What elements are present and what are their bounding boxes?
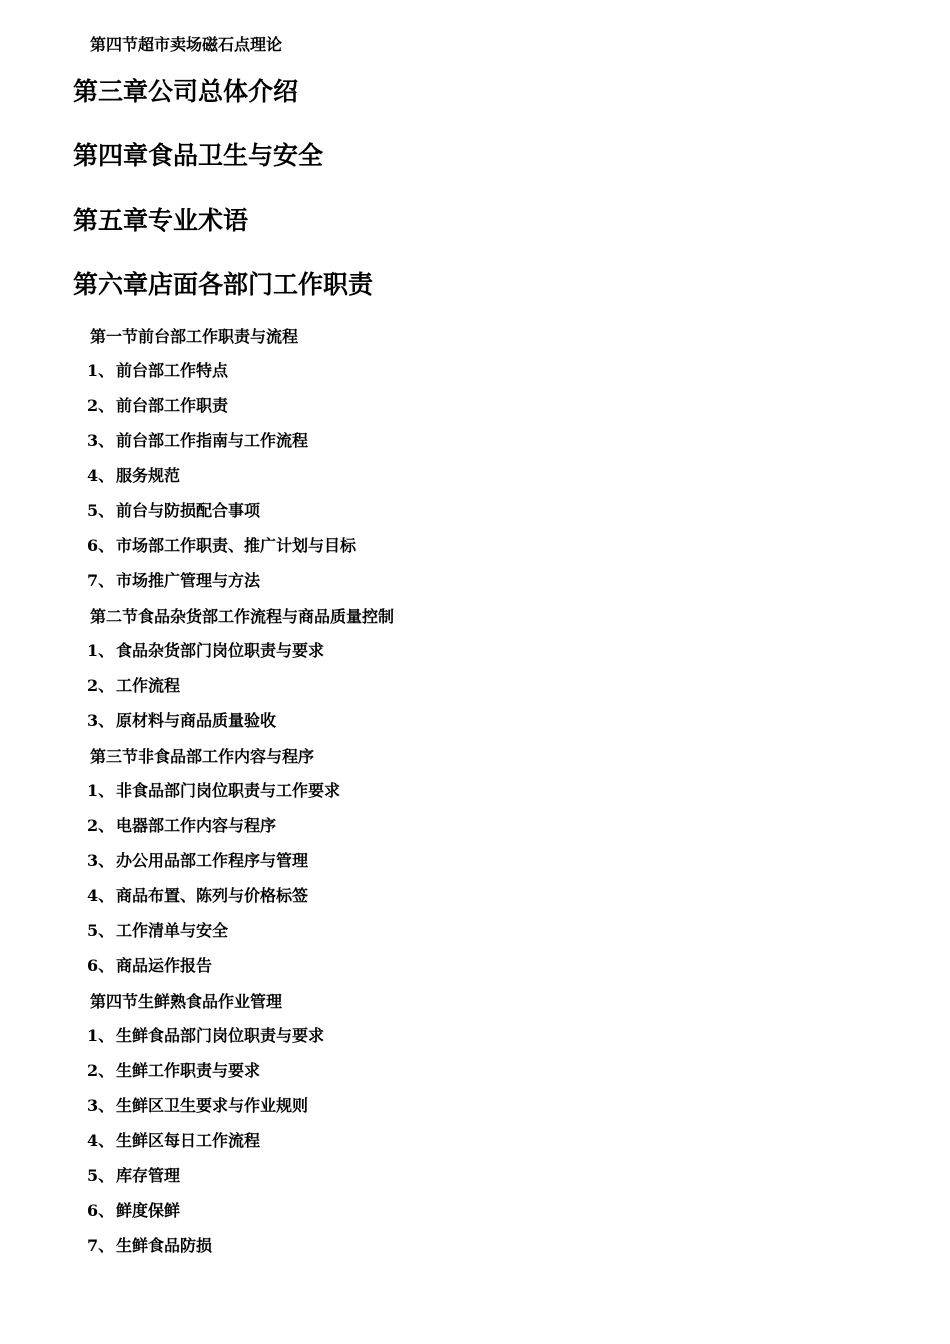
item-text: 生鲜工作职责与要求: [116, 1061, 261, 1080]
toc-item: [87, 1061, 260, 1081]
item-text: 工作清单与安全: [116, 921, 229, 940]
item-text: 前台部工作指南与工作流程: [116, 431, 309, 450]
item-text: 原材料与商品质量验收: [116, 711, 277, 730]
toc-item: [87, 361, 228, 381]
item-number: 1、: [87, 641, 115, 660]
item-text: 电器部工作内容与程序: [116, 816, 277, 835]
toc-item: [87, 956, 212, 976]
toc-item: [87, 921, 228, 941]
toc-section-6-1: 第一节前台部工作职责与流程: [90, 327, 299, 346]
item-number: 1、: [87, 781, 115, 800]
item-number: 6、: [87, 956, 115, 975]
item-number: 3、: [87, 711, 115, 730]
item-number: 6、: [87, 1201, 115, 1220]
item-number: 5、: [87, 921, 115, 940]
item-number: 4、: [87, 1131, 115, 1150]
item-number: 7、: [87, 571, 115, 590]
toc-item: [87, 676, 180, 696]
item-text: 生鲜食品部门岗位职责与要求: [116, 1026, 325, 1045]
item-number: 3、: [87, 1096, 115, 1115]
item-text: 食品杂货部门岗位职责与要求: [116, 641, 325, 660]
toc-item: [87, 1166, 180, 1186]
item-text: 市场部工作职责、推广计划与目标: [116, 536, 357, 555]
item-text: 工作流程: [116, 676, 181, 695]
toc-item: [87, 781, 340, 801]
item-text: 服务规范: [116, 466, 181, 485]
toc-item: [87, 816, 276, 836]
item-text: 市场推广管理与方法: [116, 571, 261, 590]
toc-chapter-6: 第六章店面各部门工作职责: [73, 270, 374, 299]
toc-item: [87, 501, 260, 521]
item-number: 5、: [87, 1166, 115, 1185]
item-text: 生鲜区每日工作流程: [116, 1131, 261, 1150]
item-number: 4、: [87, 886, 115, 905]
item-number: 1、: [87, 1026, 115, 1045]
toc-item: [87, 396, 228, 416]
item-number: 3、: [87, 851, 115, 870]
toc-section-4-4: 第四节超市卖场磁石点理论: [90, 35, 283, 54]
item-text: 前台与防损配合事项: [116, 501, 261, 520]
item-number: 2、: [87, 816, 115, 835]
item-number: 4、: [87, 466, 115, 485]
toc-chapter-3: 第三章公司总体介绍: [73, 77, 299, 106]
toc-item: [87, 711, 276, 731]
toc-item: [87, 1236, 212, 1256]
item-number: 7、: [87, 1236, 115, 1255]
toc-chapter-5: 第五章专业术语: [73, 206, 249, 235]
item-text: 前台部工作职责: [116, 396, 229, 415]
toc-item: [87, 886, 308, 906]
toc-item: [87, 571, 260, 591]
toc-chapter-4: 第四章食品卫生与安全: [73, 141, 324, 170]
item-text: 非食品部门岗位职责与工作要求: [116, 781, 341, 800]
item-number: 2、: [87, 1061, 115, 1080]
item-text: 商品运作报告: [116, 956, 213, 975]
toc-section-6-3: 第三节非食品部工作内容与程序: [90, 747, 315, 766]
toc-section-6-4: 第四节生鲜熟食品作业管理: [90, 992, 283, 1011]
item-number: 5、: [87, 501, 115, 520]
toc-item: [87, 466, 180, 486]
toc-item: [87, 536, 356, 556]
item-text: 前台部工作特点: [116, 361, 229, 380]
toc-section-6-2: 第二节食品杂货部工作流程与商品质量控制: [90, 607, 395, 626]
item-text: 鲜度保鲜: [116, 1201, 181, 1220]
item-number: 2、: [87, 396, 115, 415]
item-number: 3、: [87, 431, 115, 450]
toc-item: [87, 1131, 260, 1151]
item-number: 6、: [87, 536, 115, 555]
item-text: 库存管理: [116, 1166, 181, 1185]
item-text: 办公用品部工作程序与管理: [116, 851, 309, 870]
item-text: 商品布置、陈列与价格标签: [116, 886, 309, 905]
item-number: 1、: [87, 361, 115, 380]
item-text: 生鲜区卫生要求与作业规则: [116, 1096, 309, 1115]
toc-item: [87, 431, 308, 451]
toc-item: [87, 851, 308, 871]
item-text: 生鲜食品防损: [116, 1236, 213, 1255]
toc-item: [87, 641, 324, 661]
toc-item: [87, 1201, 180, 1221]
toc-item: [87, 1026, 324, 1046]
item-number: 2、: [87, 676, 115, 695]
toc-item: [87, 1096, 308, 1116]
